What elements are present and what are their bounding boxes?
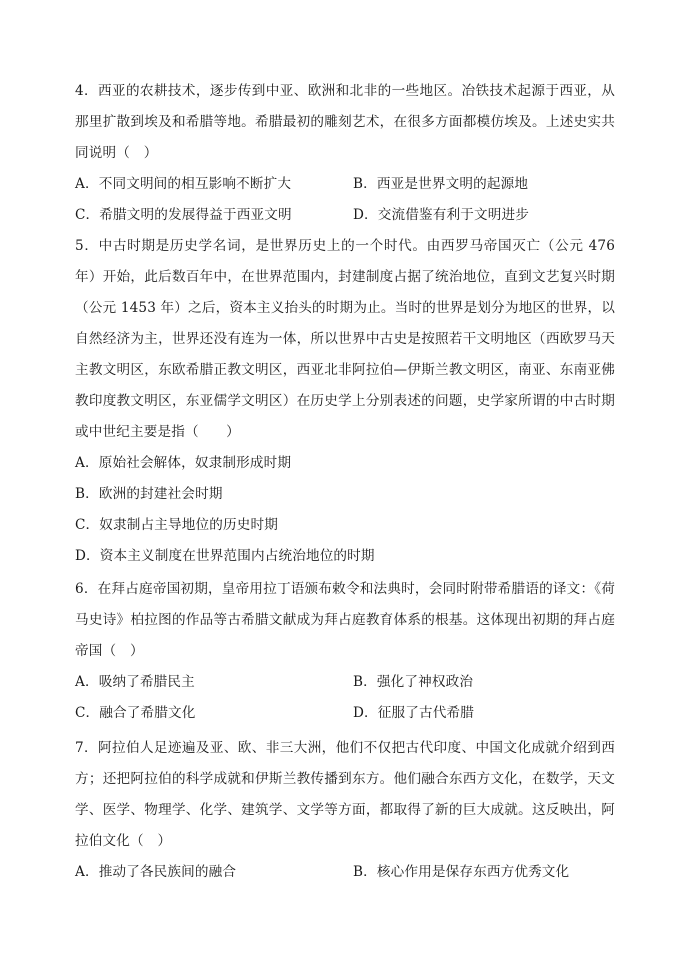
question-7-option-a[interactable]: A．推动了各民族间的融合 bbox=[75, 864, 237, 880]
question-5-option-c[interactable]: C．奴隶制占主导地位的历史时期 bbox=[75, 517, 278, 533]
question-4-options-row-2 bbox=[75, 200, 615, 231]
question-4-options-row-1 bbox=[75, 169, 615, 200]
question-6-option-d[interactable]: D．征服了古代希腊 bbox=[353, 705, 474, 721]
question-5-option-b[interactable]: B．欧洲的封建社会时期 bbox=[75, 486, 223, 502]
question-4-option-d[interactable]: D．交流借鉴有利于文明进步 bbox=[353, 207, 529, 223]
question-4 bbox=[75, 76, 615, 231]
question-6-options-row-1 bbox=[75, 667, 615, 698]
question-6-options-row-2 bbox=[75, 698, 615, 729]
question-4-option-a[interactable]: A．不同文明间的相互影响不断扩大 bbox=[75, 176, 292, 192]
question-7-stem: 7．阿拉伯人足迹遍及亚、欧、非三大洲，他们不仅把古代印度、中国文化成就介绍到西方；还把阿拉伯的科学成就和伊斯兰教传播到东方。他们融合东西方文化，在数学，天文学、医学、物理学、化学、建筑学、文学等方面，都取得了新的巨大成就。这反映出，阿拉伯文化（ ） bbox=[75, 740, 615, 849]
question-6-stem: 6．在拜占庭帝国初期，皇帝用拉丁语颁布敕令和法典时，会同时附带希腊语的译文：《荷马史诗》柏拉图的作品等古希腊文献成为拜占庭教育体系的根基。这体现出初期的拜占庭帝国（ ） bbox=[75, 581, 615, 659]
question-7-options-row-1 bbox=[75, 857, 615, 888]
question-4-option-c[interactable]: C．希腊文明的发展得益于西亚文明 bbox=[75, 207, 292, 223]
question-4-stem: 4．西亚的农耕技术，逐步传到中亚、欧洲和北非的一些地区。冶铁技术起源于西亚，从那里扩散到埃及和希腊等地。希腊最初的雕刻艺术，在很多方面都模仿埃及。上述史实共同说明（ ） bbox=[75, 83, 615, 161]
question-6-option-c[interactable]: C．融合了希腊文化 bbox=[75, 705, 196, 721]
question-7-option-b[interactable]: B．核心作用是保存东西方优秀文化 bbox=[353, 864, 570, 880]
question-7 bbox=[75, 733, 615, 888]
question-5-stem: 5．中古时期是历史学名词，是世界历史上的一个时代。由西罗马帝国灭亡（公元 476 年）开始，此后数百年中，在世界范围内，封建制度占据了统治地位，直到文艺复兴时期（公元 1453 年）之后，资本主义抬头的时期为止。当时的世界是划分为地区的世界，以自然经济为主，世界还没有连为一体，所以世界中古史是按照若干文明地区（西欧罗马天主教文明区，东欧希腊正教文明区，西亚北非阿拉伯—伊斯兰教文明区，南亚、东南亚佛教印度教文明区，东亚儒学文明区）在历史学上分别表述的问题，史学家所谓的中古时期或中世纪主要是指（ ） bbox=[75, 238, 615, 440]
question-6-option-b[interactable]: B．强化了神权政治 bbox=[353, 674, 474, 690]
question-6 bbox=[75, 574, 615, 729]
question-5-option-d[interactable]: D．资本主义制度在世界范围内占统治地位的时期 bbox=[75, 548, 375, 564]
question-4-option-b[interactable]: B．西亚是世界文明的起源地 bbox=[353, 176, 529, 192]
question-5-option-a[interactable]: A．原始社会解体，奴隶制形成时期 bbox=[75, 455, 292, 471]
question-5 bbox=[75, 231, 615, 572]
question-6-option-a[interactable]: A．吸纳了希腊民主 bbox=[75, 674, 195, 690]
